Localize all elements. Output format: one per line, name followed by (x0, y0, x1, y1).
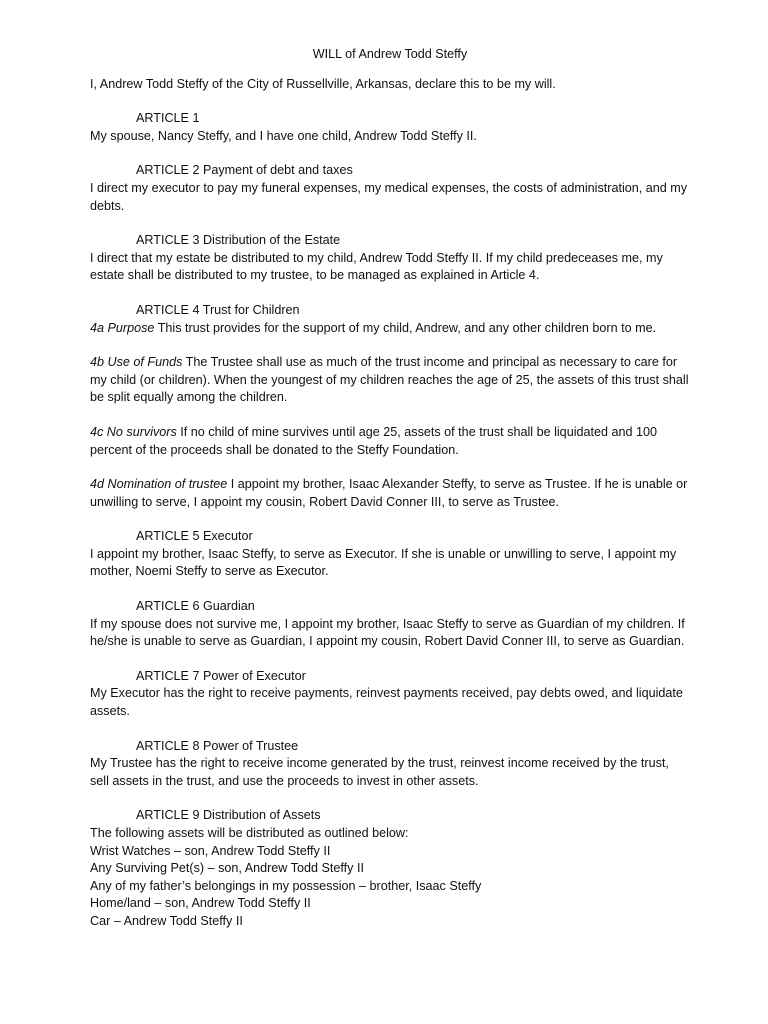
article-4d-text: I appoint my brother, Isaac Alexander Steffy, to serve as Trustee. If he is unable or unwilling to serve, I appoint my cousin, Robert David Conner III, to serve as Trustee. (90, 477, 688, 509)
article-6-heading: ARTICLE 6 Guardian (136, 599, 255, 614)
article-7-heading: ARTICLE 7 Power of Executor (136, 668, 306, 683)
article-4a-label: 4a Purpose (90, 320, 155, 335)
article-4d-paragraph (90, 476, 690, 511)
article-4c-label: 4c No survivors (90, 424, 177, 439)
article-4d-label: 4d Nomination of trustee (90, 477, 228, 492)
article-2-heading: ARTICLE 2 Payment of debt and taxes (136, 163, 353, 178)
article-3-heading: ARTICLE 3 Distribution of the Estate (136, 233, 341, 248)
asset-list-item: Car – Andrew Todd Steffy II (90, 913, 243, 928)
article-1-heading: ARTICLE 1 (136, 111, 200, 126)
asset-list-item: Home/land – son, Andrew Todd Steffy II (90, 896, 311, 911)
article-8-text: My Trustee has the right to receive income generated by the trust, reinvest income received by the trust, sell assets in the trust, and use the proceeds to invest in other assets. (90, 756, 669, 788)
intro-paragraph: I, Andrew Todd Steffy of the City of Russellville, Arkansas, declare this to be my will. (90, 76, 556, 91)
document-title: WILL of Andrew Todd Steffy (312, 47, 468, 61)
article-4c-paragraph (90, 424, 690, 459)
article-4b-label: 4b Use of Funds (90, 355, 183, 370)
article-4c-text: If no child of mine survives until age 25, assets of the trust shall be liquidated and 100 percent of the proceeds shall be donated to the Steffy Foundation. (90, 424, 658, 457)
article-4-heading: ARTICLE 4 Trust for Children (136, 302, 300, 317)
article-2-text: I direct my executor to pay my funeral expenses, my medical expenses, the costs of administration, and my debts. (90, 180, 688, 213)
article-1-text: My spouse, Nancy Steffy, and I have one child, Andrew Todd Steffy II. (90, 128, 477, 143)
article-8-heading: ARTICLE 8 Power of Trustee (136, 738, 299, 753)
asset-list-item: Any Surviving Pet(s) – son, Andrew Todd Steffy II (90, 861, 364, 876)
asset-list-item: Wrist Watches – son, Andrew Todd Steffy II (90, 843, 331, 858)
asset-list-item: Any of my father’s belongings in my possession – brother, Isaac Steffy (90, 878, 482, 893)
article-6-text: If my spouse does not survive me, I appoint my brother, Isaac Steffy to serve as Guardian of my children. If he/she is unable to serve as Guardian, I appoint my cousin, Robert David Conner III, to serve as Guardian. (90, 616, 685, 649)
article-4a-paragraph (90, 320, 690, 338)
article-5-text: I appoint my brother, Isaac Steffy, to serve as Executor. If she is unable or unwilling to serve, I appoint my mother, Noemi Steffy to serve as Executor. (90, 546, 677, 579)
will-document (90, 46, 690, 931)
article-4b-text: The Trustee shall use as much of the trust income and principal as necessary to care for my child (or children). When the youngest of my children reaches the age of 25, the assets of this trust shall be split equally among the children. (90, 355, 689, 405)
article-4a-text: This trust provides for the support of my child, Andrew, and any other children born to me. (154, 320, 657, 335)
article-5-heading: ARTICLE 5 Executor (136, 529, 253, 544)
article-4b-paragraph (90, 354, 690, 407)
article-9-text: The following assets will be distributed as outlined below: (90, 826, 409, 840)
article-3-text: I direct that my estate be distributed to my child, Andrew Todd Steffy II. If my child predeceases me, my estate shall be distributed to my trustee, to be managed as explained in Article 4. (90, 250, 663, 283)
article-7-text: My Executor has the right to receive payments, reinvest payments received, pay debts owed, and liquidate assets. (90, 686, 683, 719)
article-9-heading: ARTICLE 9 Distribution of Assets (136, 808, 321, 823)
